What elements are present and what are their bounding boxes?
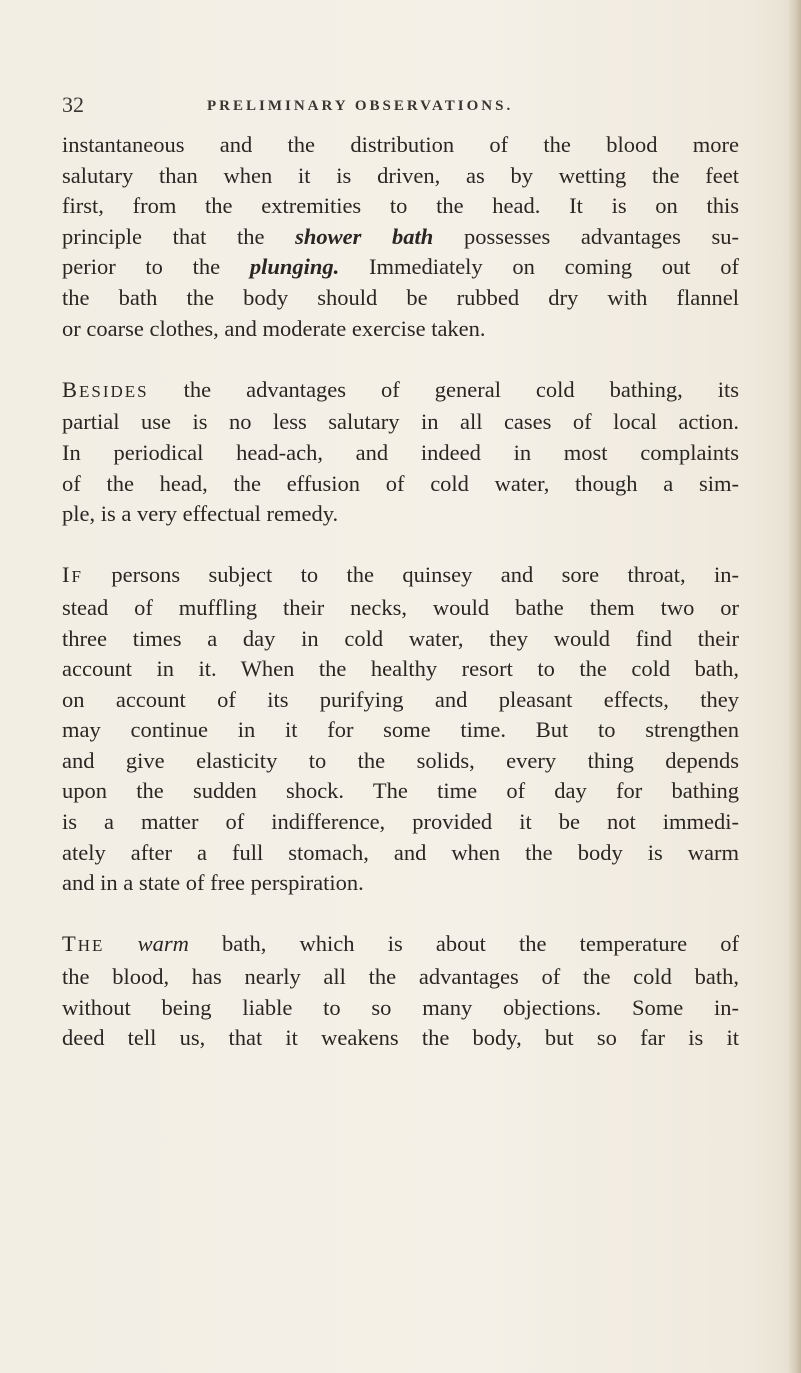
text-line: instantaneous and the distribution of the blood more — [62, 132, 739, 157]
emphasis: shower bath — [295, 223, 434, 249]
paragraph-3 — [62, 560, 752, 899]
text-line: ately after a full stomach, and when the body is warm — [62, 839, 739, 865]
text-line: may continue in it for some time. But to strengthen — [62, 717, 739, 743]
lead-word: IF — [62, 562, 83, 588]
text-line: upon the sudden shock. The time of day for bathing — [62, 778, 739, 804]
lead-word: BESIDES — [62, 376, 149, 402]
running-head: PRELIMINARY OBSERVATIONS. — [207, 98, 514, 114]
page-number: 32 — [62, 92, 84, 117]
page-edge-shadow — [787, 0, 801, 1373]
text-run: perior to the — [62, 254, 250, 280]
text-line: ple, is a very effectual remedy. — [62, 501, 339, 527]
text-run: possesses advantages su- — [433, 223, 739, 249]
text-line: on account of its purifying and pleasant effects, they — [62, 686, 739, 712]
text-line: In periodical head-ach, and indeed in most complaints — [62, 439, 739, 465]
text-line — [62, 252, 739, 283]
text-run: the advantages of general cold bathing, its — [148, 376, 739, 402]
text-run: bath, which is about the temperature of — [188, 931, 740, 957]
paragraph-4 — [62, 929, 752, 1053]
emphasis: plunging. — [249, 254, 340, 280]
text-line: and give elasticity to the solids, every thing depends — [62, 747, 739, 773]
text-line: account in it. When the healthy resort to the cold bath, — [62, 656, 739, 682]
text-line: of the head, the effusion of cold water, though a sim- — [62, 470, 739, 496]
page-header — [62, 92, 762, 122]
text-run: Immediately on coming out of — [339, 254, 739, 280]
text-line: partial use is no less salutary in all cases of local action. — [62, 409, 739, 435]
text-line: the blood, has nearly all the advantages of the cold bath, — [62, 964, 739, 990]
emphasis: warm — [137, 931, 189, 957]
body-text — [62, 130, 752, 1084]
text-line: the bath the body should be rubbed dry with flannel — [62, 284, 739, 310]
text-line: stead of muffling their necks, would bathe them two or — [62, 594, 739, 620]
text-line — [62, 560, 739, 593]
text-run: persons subject to the quinsey and sore throat, in- — [82, 562, 739, 588]
text-line: without being liable to so many objections. Some in- — [62, 994, 739, 1020]
text-run: principle that the — [62, 223, 296, 249]
text-line: and in a state of free perspiration. — [62, 870, 364, 896]
text-line — [62, 222, 739, 253]
text-line: is a matter of indifference, provided it be not immedi- — [62, 809, 739, 835]
paragraph-1 — [62, 130, 752, 344]
text-line: first, from the extremities to the head. It is on this — [62, 193, 739, 219]
paragraph-2 — [62, 375, 752, 530]
text-line: salutary than when it is driven, as by wetting the feet — [62, 162, 739, 188]
text-line — [62, 929, 739, 962]
text-run — [104, 931, 137, 956]
text-line — [62, 375, 739, 408]
text-line: three times a day in cold water, they would find their — [62, 625, 739, 651]
lead-word: THE — [62, 931, 105, 957]
text-line: or coarse clothes, and moderate exercise taken. — [62, 315, 486, 341]
text-line: deed tell us, that it weakens the body, but so far is it — [62, 1025, 739, 1051]
